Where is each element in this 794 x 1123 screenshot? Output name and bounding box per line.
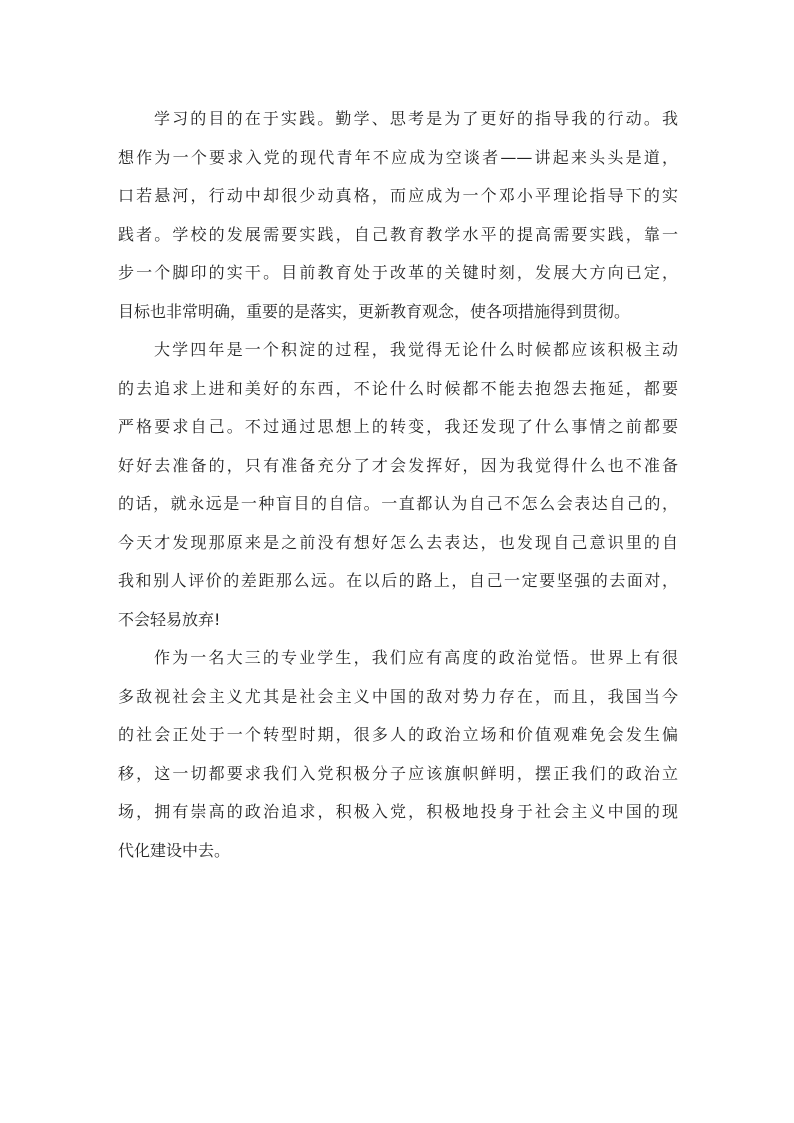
paragraph-line: 移，这一切都要求我们入党积极分子应该旗帜鲜明，摆正我们的政治立 — [118, 763, 678, 783]
paragraph-line: 大学四年是一个积淀的过程，我觉得无论什么时候都应该积极主动 — [154, 340, 678, 359]
paragraph-line: 目标也非常明确，重要的是落实，更新教育观念，使各项措施得到贯彻。 — [118, 301, 631, 321]
paragraph-line: 不会轻易放弃! — [118, 609, 221, 629]
paragraph-2 — [118, 331, 678, 639]
paragraph-line: 的话，就永远是一种盲目的自信。一直都认为自己不怎么会表达自己的， — [118, 494, 678, 513]
paragraph-line: 践者。学校的发展需要实践，自己教育教学水平的提高需要实践，靠一 — [118, 224, 678, 244]
paragraph-line: 好好去准备的，只有准备充分了才会发挥好，因为我觉得什么也不准备 — [118, 455, 678, 475]
paragraph-line: 步一个脚印的实干。目前教育处于改革的关键时刻，发展大方向已定， — [118, 263, 678, 282]
paragraph-line: 作为一名大三的专业学生，我们应有高度的政治觉悟。世界上有很 — [154, 648, 678, 667]
paragraph-line: 学习的目的在于实践。勤学、思考是为了更好的指导我的行动。我 — [154, 109, 678, 128]
paragraph-1 — [118, 100, 678, 331]
paragraph-line: 想作为一个要求入党的现代青年不应成为空谈者——讲起来头头是道， — [118, 147, 678, 167]
paragraph-line: 的社会正处于一个转型时期，很多人的政治立场和价值观难免会发生偏 — [118, 725, 678, 744]
paragraph-line: 我和别人评价的差距那么远。在以后的路上，自己一定要坚强的去面对， — [118, 571, 678, 590]
document-page — [118, 100, 678, 1060]
paragraph-line: 代化建设中去。 — [118, 840, 231, 860]
paragraph-line: 的去追求上进和美好的东西，不论什么时候都不能去抱怨去拖延，都要 — [118, 378, 678, 398]
paragraph-line: 场，拥有崇高的政治追求，积极入党，积极地投身于社会主义中国的现 — [118, 802, 678, 821]
paragraph-line: 多敌视社会主义尤其是社会主义中国的敌对势力存在，而且，我国当今 — [118, 686, 678, 706]
paragraph-3 — [118, 639, 678, 870]
paragraph-line: 今天才发现那原来是之前没有想好怎么去表达，也发现自己意识里的自 — [118, 532, 678, 552]
paragraph-line: 严格要求自己。不过通过思想上的转变，我还发现了什么事情之前都要 — [118, 417, 678, 436]
paragraph-line: 口若悬河，行动中却很少动真格，而应成为一个邓小平理论指导下的实 — [118, 186, 678, 205]
